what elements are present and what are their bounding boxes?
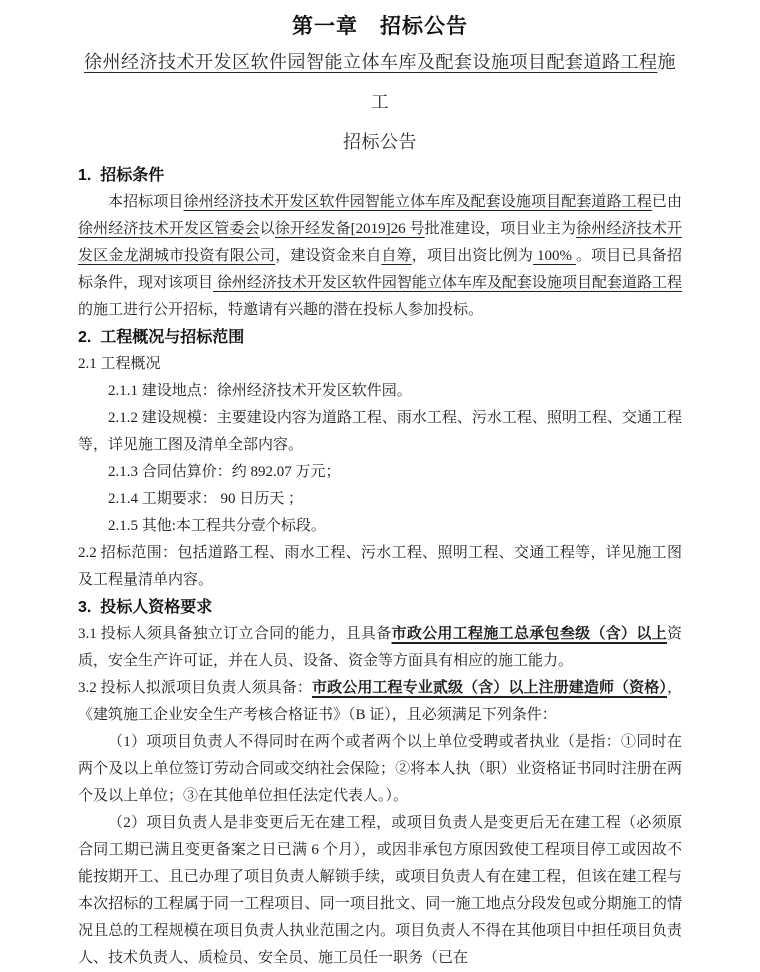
- paragraph-condition-2: （2）项目负责人是非变更后无在建工程，或项目负责人是变更后无在建工程（必须原合同工期已满且变更备案之日已满 6 个月），或因非承包方原因致使工程项目停工或因故不能按期开工、且已办理了项目负责人解锁手续，或项目负责人有在建工程，但该在建工程与本次招标的工程属于同一工程项目、同一项目批文、同一施工地点分段发包或分期施工的情况且总的工程规模在项目负责人执业范围之内。项目负责人不得在其他项目中担任项目负责人、技术负责人、质检员、安全员、施工员任一职务（已在: [78, 815, 682, 966]
- text-run: 以: [259, 221, 275, 237]
- bold-underlined-qualification-grade: 市政公用工程施工总承包叁级（含）以上: [391, 626, 667, 642]
- text-run: 3.2 投标人拟派项目负责人须具备：: [78, 680, 313, 696]
- paragraph-2-1-5-other: 2.1.5 其他:本工程共分壹个标段。: [108, 518, 326, 534]
- text-run: 批准建设，项目业主为: [424, 221, 577, 237]
- bold-underlined-builder-certificate: 市政公用工程专业贰级（含）以上注册建造师（资格）: [312, 680, 667, 696]
- underlined-funding-ratio: 100%: [533, 248, 576, 264]
- text-run: 本招标项目: [108, 194, 184, 210]
- paragraph-2-2-scope: 2.2 招标范围：包括道路工程、雨水工程、污水工程、照明工程、交通工程等，详见施工图及工程量清单内容。: [78, 545, 682, 588]
- paragraph-2-1-1-location: 2.1.1 建设地点：徐州经济技术开发区软件园。: [108, 383, 412, 399]
- underlined-approval-number: 徐开经发备[2019]26 号: [274, 221, 425, 237]
- text-run: 3.1 投标人须具备独立订立合同的能力，且具备: [78, 626, 392, 642]
- underlined-authority: 徐州经济技术开发区管委会: [78, 221, 260, 237]
- paragraph-3-2-project-manager: [78, 675, 682, 729]
- project-title-underlined: 徐州经济技术开发区软件园智能立体车库及配套设施项目配套道路工程: [84, 52, 658, 72]
- chapter-title: 第一章 招标公告: [292, 15, 468, 38]
- section-heading-bidder-qualifications: 3. 投标人资格要求: [78, 599, 213, 616]
- text-run: 资质，安全生产许可证，并在人员、设备、资金等方面具有相应的施工能力。: [78, 626, 682, 669]
- section-heading-project-overview: 2. 工程概况与招标范围: [78, 329, 245, 346]
- underlined-funding-source: 自筹: [381, 248, 412, 264]
- paragraph-2-1: 2.1 工程概况: [78, 356, 161, 372]
- paragraph-2-1-4-duration: 2.1.4 工期要求： 90 日历天 ；: [108, 491, 304, 507]
- project-title-tail: 施工: [370, 52, 676, 112]
- text-run: ，建设资金来自: [275, 248, 382, 264]
- project-title: [78, 42, 682, 122]
- underlined-owner: 徐州经济技术开发区金龙湖城市投资有限公司: [78, 221, 682, 264]
- section-heading-tender-conditions: 1. 招标条件: [78, 167, 165, 184]
- text-run: 。项目已具备招标条件，现对该项目: [78, 248, 682, 291]
- underlined-project-name: 徐州经济技术开发区软件园智能立体车库及配套设施项目配套道路工程: [213, 275, 682, 291]
- underlined-project-name: 徐州经济技术开发区软件园智能立体车库及配套设施项目配套道路工程: [183, 194, 652, 210]
- text-run: ，《建筑施工企业安全生产考核合格证书》（B 证），且必须满足下列条件：: [78, 680, 682, 723]
- paragraph-condition-1: （1）项项目负责人不得同时在两个或者两个以上单位受聘或者执业（是指：①同时在两个及以上单位签订劳动合同或交纳社会保险；②将本人执（职）业资格证书同时注册在两个及以上单位；③在其他单位担任法定代表人。）。: [78, 734, 682, 804]
- paragraph-tender-conditions: [78, 189, 682, 324]
- announcement-subtitle: 招标公告: [343, 132, 417, 152]
- paragraph-2-1-2-scale: 2.1.2 建设规模：主要建设内容为道路工程、雨水工程、污水工程、照明工程、交通工程等，详见施工图及清单全部内容。: [78, 410, 682, 453]
- paragraph-2-1-3-estimate: 2.1.3 合同估算价：约 892.07 万元；: [108, 464, 341, 480]
- paragraph-3-1-qualification: [78, 621, 682, 675]
- text-run: 的施工进行公开招标，特邀请有兴趣的潜在投标人参加投标。: [78, 302, 484, 318]
- text-run: 已由: [651, 194, 682, 210]
- text-run: ，项目出资比例为: [411, 248, 534, 264]
